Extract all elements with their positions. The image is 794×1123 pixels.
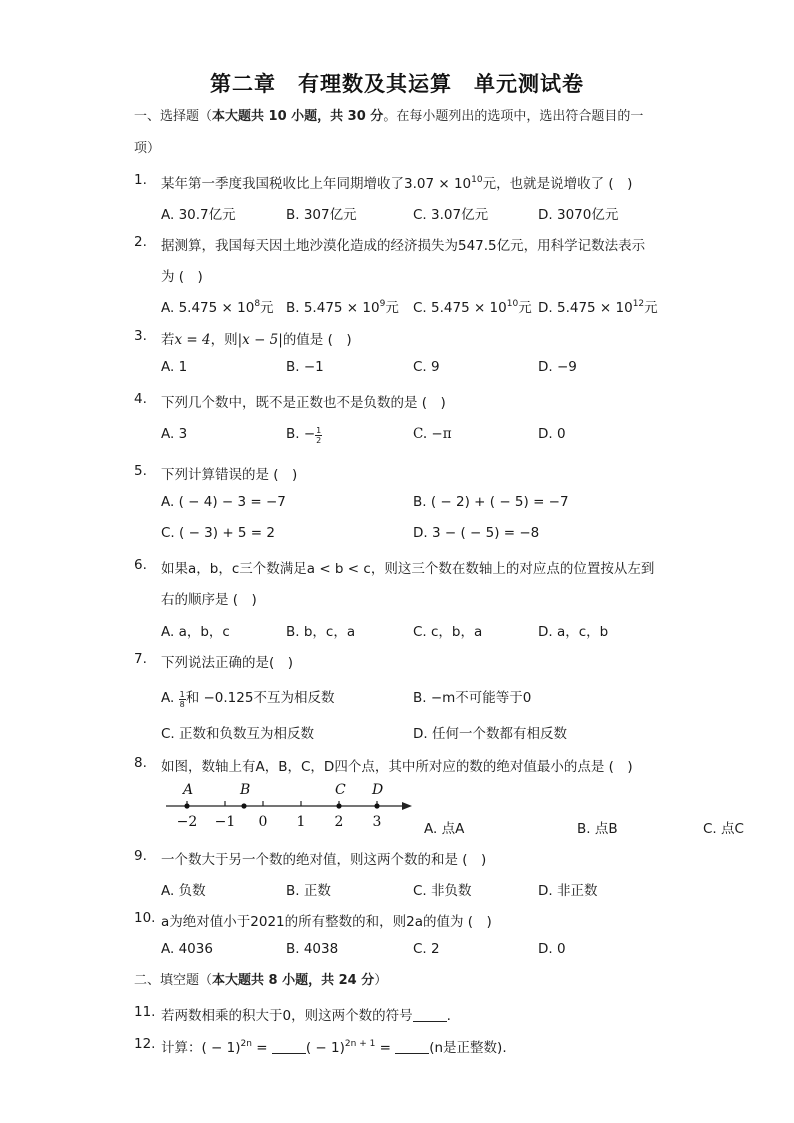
q1-option-a[interactable]: A. 30.7亿元 <box>161 207 236 223</box>
q6-option-d[interactable]: D. a，c，b <box>538 624 609 640</box>
point-label-b: B <box>240 782 251 798</box>
q2-text-line1: 据测算，我国每天因土地沙漠化造成的经济损失为547.5亿元，用科学记数法表示 <box>161 238 646 254</box>
q10-number: 10. <box>134 910 156 926</box>
q5-text: 下列计算错误的是 ( ) <box>161 467 298 483</box>
q8-option-a[interactable]: A. 点A <box>424 821 465 837</box>
q2-option-b[interactable]: B. $5.475 \times 10^9$元 <box>286 299 399 316</box>
tick-label: −2 <box>176 814 198 830</box>
q7-option-b[interactable]: B. −m不可能等于0 <box>413 690 532 706</box>
q6-text-line2: 右的顺序是 ( ) <box>161 592 257 608</box>
q2-text-line2: 为 ( ) <box>161 269 203 285</box>
q4-option-c[interactable]: C. −π <box>413 426 452 442</box>
q10-option-b[interactable]: B. 4038 <box>286 941 339 957</box>
q3-number: 3. <box>134 328 147 344</box>
q9-option-d[interactable]: D. 非正数 <box>538 883 598 899</box>
q1-option-d[interactable]: D. 3070亿元 <box>538 207 619 223</box>
q1-option-c[interactable]: C. 3.07亿元 <box>413 207 489 223</box>
q11-text: 若两数相乘的积大于0，则这两个数的符号 . <box>161 1008 451 1024</box>
q10-option-d[interactable]: D. 0 <box>538 941 566 957</box>
q6-option-b[interactable]: B. b，c，a <box>286 624 356 640</box>
q5-option-c[interactable]: C. ( − 3) + 5 = 2 <box>161 525 275 541</box>
point-label-a: A <box>183 782 194 798</box>
q11-answer-blank[interactable] <box>413 1009 447 1022</box>
q2-number: 2. <box>134 234 147 250</box>
q2-option-a[interactable]: A. $5.475 \times 10^8$元 <box>161 299 274 316</box>
page-title: 第二章 有理数及其运算 单元测试卷 <box>210 71 584 96</box>
tick-label: 1 <box>296 814 306 830</box>
q10-option-a[interactable]: A. 4036 <box>161 941 213 957</box>
q5-option-d[interactable]: D. 3 − ( − 5) = −8 <box>413 525 540 541</box>
q3-text: 若x = 4，则|x − 5|的值是 ( ) <box>161 332 352 348</box>
q4-number: 4. <box>134 391 147 407</box>
q4-option-a[interactable]: A. 3 <box>161 426 188 442</box>
fraction: $\frac{1}{2}$ <box>316 426 322 445</box>
tick-label: 2 <box>334 814 344 830</box>
q9-option-b[interactable]: B. 正数 <box>286 883 331 899</box>
q3-option-c[interactable]: C. 9 <box>413 359 440 375</box>
section-heading-choice-cont: 项） <box>134 141 161 156</box>
q7-number: 7. <box>134 651 147 667</box>
q1-option-b[interactable]: B. 307亿元 <box>286 207 357 223</box>
q6-option-c[interactable]: C. c，b，a <box>413 624 483 640</box>
point-b <box>241 803 246 808</box>
q12-text: 计算：( − 1)$^{2n}$ = ( − 1)$^{2n + 1}$ = (n是正整数). <box>161 1039 507 1056</box>
point-label-c: C <box>335 782 346 798</box>
q7-option-a[interactable]: A. $\frac{1}{8}$ 和 −0.125不互为相反数 <box>161 690 335 709</box>
q6-number: 6. <box>134 557 147 573</box>
tick-label: 0 <box>258 814 268 830</box>
q5-option-b[interactable]: B. ( − 2) + ( − 5) = −7 <box>413 494 569 510</box>
q3-option-a[interactable]: A. 1 <box>161 359 188 375</box>
section-heading-choice: 一、选择题（本大题共 10 小题，共 30 分。在每小题列出的选项中，选出符合题目的一 <box>134 109 644 124</box>
q6-option-a[interactable]: A. a，b，c <box>161 624 230 640</box>
q9-option-a[interactable]: A. 负数 <box>161 883 206 899</box>
q8-text: 如图，数轴上有A，B，C，D四个点，其中所对应的数的绝对值最小的点是 ( ) <box>161 759 633 775</box>
axis-arrow-icon <box>402 802 412 810</box>
q8-number: 8. <box>134 755 147 771</box>
point-label-d: D <box>372 782 384 798</box>
tick-label: −1 <box>214 814 236 830</box>
q1-text: 某年第一季度我国税收比上年同期增收了$3.07 \times 10^{10}$元，也就是说增收了 ( ) <box>161 175 633 192</box>
q4-text: 下列几个数中，既不是正数也不是负数的是 ( ) <box>161 395 446 411</box>
q9-option-c[interactable]: C. 非负数 <box>413 883 472 899</box>
tick-label: 3 <box>372 814 382 830</box>
q3-option-b[interactable]: B. −1 <box>286 359 324 375</box>
number-line-figure <box>160 780 420 832</box>
q12-answer-blank-2[interactable] <box>395 1041 429 1054</box>
q7-text: 下列说法正确的是( ) <box>161 655 294 671</box>
q5-number: 5. <box>134 463 147 479</box>
q9-text: 一个数大于另一个数的绝对值，则这两个数的和是 ( ) <box>161 852 487 868</box>
q4-option-b[interactable]: B. − $\frac{1}{2}$ <box>286 426 322 445</box>
q12-number: 12. <box>134 1036 156 1052</box>
q2-option-c[interactable]: C. $5.475 \times 10^{10}$元 <box>413 299 532 316</box>
q1-number: 1. <box>134 172 147 188</box>
q7-option-c[interactable]: C. 正数和负数互为相反数 <box>161 726 315 742</box>
q12-answer-blank-1[interactable] <box>272 1041 306 1054</box>
section-heading-fill: 二、填空题（本大题共 8 小题，共 24 分） <box>134 973 388 988</box>
q10-option-c[interactable]: C. 2 <box>413 941 440 957</box>
q3-option-d[interactable]: D. −9 <box>538 359 577 375</box>
q4-option-d[interactable]: D. 0 <box>538 426 566 442</box>
point-d <box>374 803 379 808</box>
q8-option-c[interactable]: C. 点C <box>703 821 744 837</box>
point-c <box>336 803 341 808</box>
q10-text: a为绝对值小于2021的所有整数的和，则2a的值为 ( ) <box>161 914 492 930</box>
q6-text-line1: 如果a，b，c三个数满足a < b < c，则这三个数在数轴上的对应点的位置按从左到 <box>161 561 655 577</box>
point-a <box>184 803 189 808</box>
q8-option-b[interactable]: B. 点B <box>577 821 618 837</box>
q2-option-d[interactable]: D. $5.475 \times 10^{12}$元 <box>538 299 658 316</box>
q9-number: 9. <box>134 848 147 864</box>
q11-number: 11. <box>134 1004 156 1020</box>
q5-option-a[interactable]: A. ( − 4) − 3 = −7 <box>161 494 286 510</box>
q7-option-d[interactable]: D. 任何一个数都有相反数 <box>413 726 567 742</box>
fraction: $\frac{1}{8}$ <box>179 690 185 709</box>
